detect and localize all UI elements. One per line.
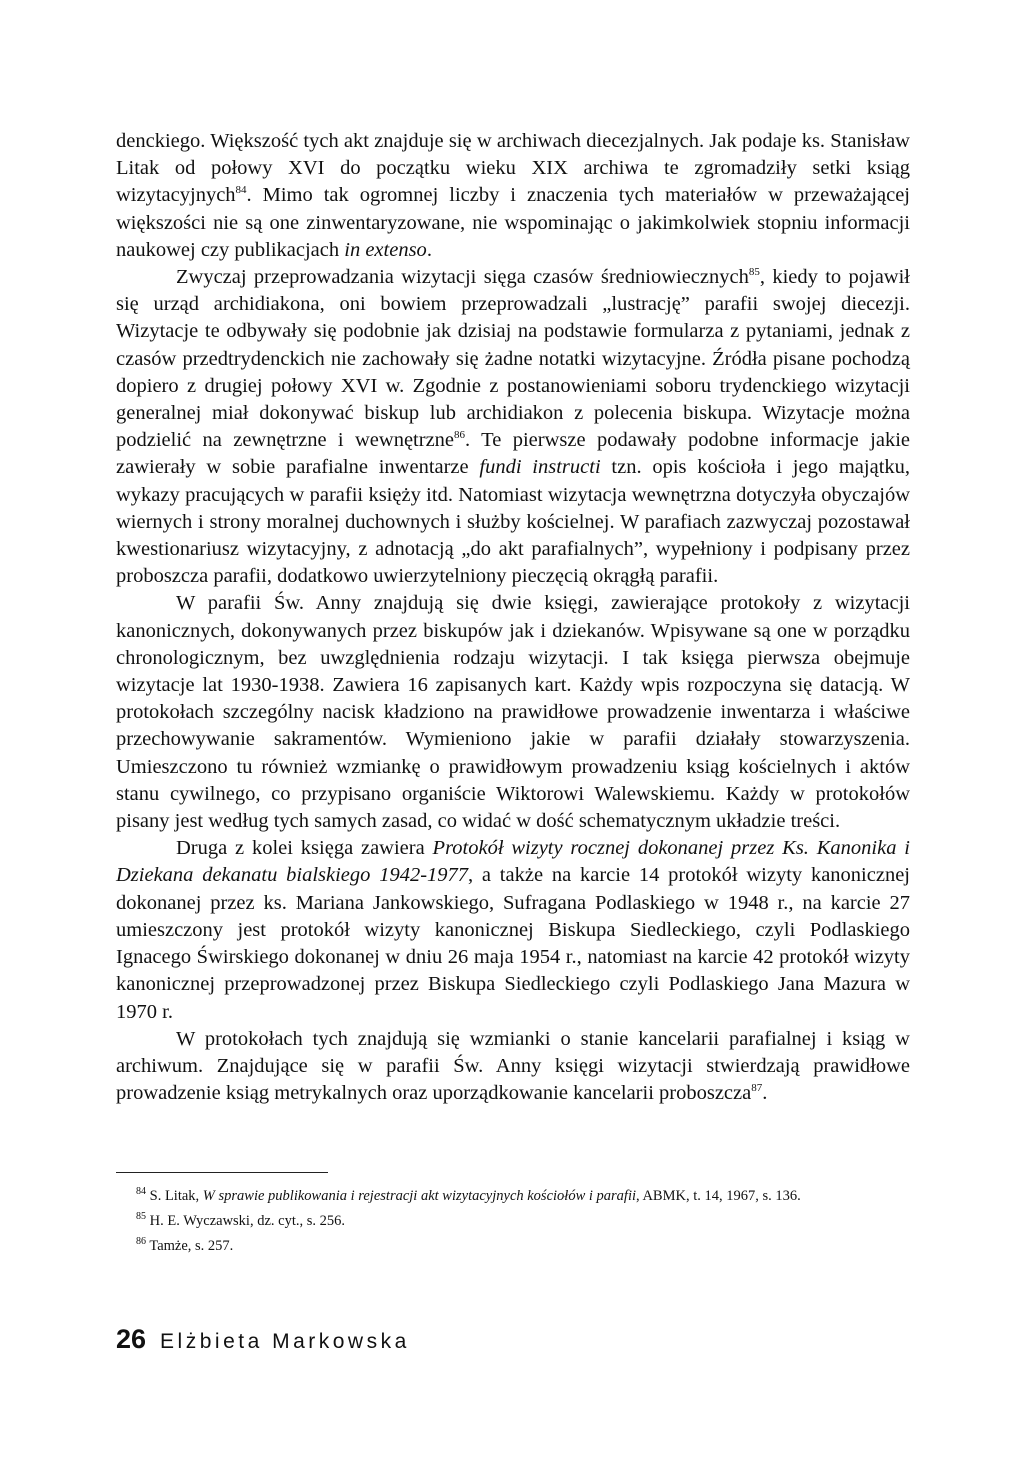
footnote-ref: 85 [748,266,760,279]
main-text [116,128,910,1107]
text-run: . Te pierwsze podawały podobne informacje jakie zawierały w sobie parafialne inwentarze [116,429,910,479]
italic-text: fundi instructi [479,456,601,479]
text-run: W parafii Św. Anny znajdują się dwie księgi, zawierające protokoły z wizytacji kanonicznych, dokonywanych przez biskupów jak i dziekanów. Wpisywane są one w porządku chronologicznym, bez uwzględnienia rodzaju wizytacji. I tak księga pierwsza obejmuje wizytacje lat 1930-1938. Zawiera 16 zapisanych kart. Każdy wpis rozpoczyna się datacją. W protokołach szczególny nacisk kładziono na prawidłowe prowadzenie inwentarza i właściwe przechowywanie sakramentów. Wymieniono jakie w parafii działały stowarzyszenia. Umieszczono tu również wzmiankę o prawidłowym prowadzeniu ksiąg kościelnych i aktów stanu cywilnego, co przypisano organiście Wiktorowi Walewskiemu. Każdy w protokołów pisany jest według tych samych zasad, co widać w dość schematycznym układzie treści. [116,592,910,833]
footnote [116,1209,910,1234]
text-run: , kiedy to pojawił się urząd archidiakona, oni bowiem przeprowadzali „lustrację” parafii swojej diecezji. Wizytacje te odbywały się podobnie jak dzisiaj na podstawie formularza z pytaniami, jednak z czasów przedtrydenckich nie zachowały się żadne notatki wizytacyjne. Źródła pisane pochodzą dopiero z drugiej połowy XVI w. Zgodnie z postanowieniami soboru trydenckiego wizytacji generalnej miał dokonywać biskup lub archidiakon z polecenia biskupa. Wizytacje można podzielić na zewnętrzne i wewnętrzne [116,266,910,452]
text-run: denckiego. Większość tych akt znajduje się w archiwach diecezjalnych. Jak podaje ks. Stanisław Litak od połowy XVI do początku wieku XIX archiwa te zgromadziły setki ksiąg wizytacyjnych [116,130,910,207]
paragraph [116,264,910,590]
running-author: Elżbieta Markowska [160,1330,410,1353]
footnote [116,1234,910,1259]
paragraph [116,835,910,1025]
text-run: . [426,238,432,261]
footnote-ref: 84 [235,184,247,197]
paragraph [116,590,910,835]
page-footer [116,1324,410,1355]
text-run: W protokołach tych znajdują się wzmianki o stanie kancelarii parafialnej i ksiąg w archiwum. Znajdujące się w parafii Św. Anny księgi wizytacji stwierdzają prawidłowe prowadzenie ksiąg metrykalnych oraz uporządkowanie kancelarii proboszcza [116,1027,910,1105]
text-run: Druga z kolei księga zawiera [176,837,433,860]
footnote-ref: 85 [136,1211,146,1223]
text-run: . Mimo tak ogromnej liczby i znaczenia tych materiałów w przeważającej większości nie są one zinwentaryzowane, nie wspominając o jakimkolwiek stopniu informacji naukowej czy publikacjach [116,184,910,261]
text-run: . [762,1082,768,1105]
footnote-separator [116,1172,328,1173]
italic-text: Protokół wizyty rocznej dokonanej przez Ks. Kanonika i Dziekana dekanatu bialskiego 1942-1977 [116,837,910,887]
footnote-ref: 86 [136,1236,146,1248]
page-number: 26 [116,1324,147,1354]
footnotes [116,1184,910,1259]
text-run: S. Litak, [146,1188,203,1204]
text-run: Tamże, s. 257. [146,1238,234,1254]
text-run: , a także na karcie 14 protokół wizyty kanonicznej dokonanej przez ks. Mariana Jankowskiego, Sufragana Podlaskiego w 1948 r., na karcie 27 umieszczony jest protokół wizyty kanonicznej Biskupa Siedleckiego, czyli Podlaskiego Ignacego Świrskiego dokonanej w dniu 26 maja 1954 r., natomiast na karcie 42 protokół wizyty kanonicznej przeprowadzonej przez Biskupa Siedleckiego czyli Podlaskiego Jana Mazura w 1970 r. [116,864,910,1023]
footnote [116,1184,910,1209]
text-run: Zwyczaj przeprowadzania wizytacji sięga czasów średniowiecznych [176,266,749,289]
paragraph [116,128,910,264]
paragraph [116,1026,910,1108]
text-run: H. E. Wyczawski, dz. cyt., s. 256. [146,1213,345,1229]
footnote-ref: 86 [454,429,466,442]
text-run: tzn. opis kościoła i jego majątku, wykazy pracujących w parafii księży itd. Natomiast wizytacja wewnętrzna dotyczyła obyczajów wiernych i strony moralnej duchownych i służby kościelnej. W parafiach zazwyczaj pozostawał kwestionariusz wizytacyjny, z adnotacją „do akt parafialnych”, wypełniony i podpisany przez proboszcza parafii, dodatkowo uwierzytelniony pieczęcią okrągłą parafii. [116,456,911,588]
footnote-ref: 87 [751,1082,763,1095]
text-run: , ABMK, t. 14, 1967, s. 136. [636,1188,801,1204]
italic-text: in extenso [344,238,427,261]
footnote-ref: 84 [136,1186,146,1198]
italic-text: W sprawie publikowania i rejestracji akt wizytacyjnych kościołów i parafii [202,1188,636,1204]
